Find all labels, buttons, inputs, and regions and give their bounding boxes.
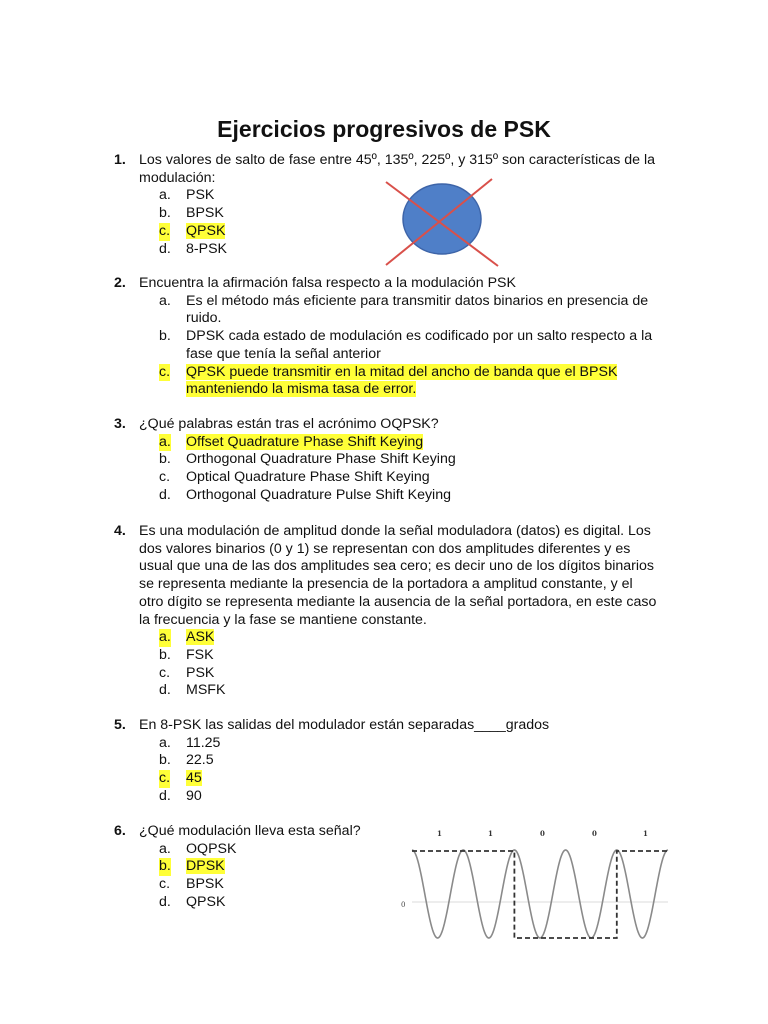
option-text: Es el método más eficiente para transmitir datos binarios en presencia de ruido.	[186, 292, 649, 327]
option-text: OQPSK	[186, 840, 237, 857]
option-letter: b.	[159, 205, 171, 222]
bit-label: 0	[592, 829, 597, 838]
option-text: DPSK cada estado de modulación es codificado por un salto respecto a la fase que tenía la señal anterior	[186, 328, 653, 362]
option-text: 90	[186, 787, 202, 804]
answer-option	[159, 434, 659, 452]
answer-option	[159, 364, 659, 399]
option-letter: a.	[159, 734, 171, 751]
option-letter: c.	[159, 469, 171, 486]
question-number: 4.	[114, 523, 126, 539]
bit-labels	[437, 829, 648, 838]
highlighted-answer-text: Offset Quadrature Phase Shift Keying	[186, 433, 424, 450]
option-letter: b.	[159, 858, 171, 875]
option-text: MSFK	[186, 682, 226, 699]
bit-label: 1	[437, 829, 442, 838]
question-number: 1.	[114, 152, 126, 168]
answer-option	[159, 788, 659, 806]
answer-option	[159, 469, 659, 487]
answer-option	[159, 328, 659, 363]
option-text: PSK	[186, 664, 215, 681]
bit-label: 0	[540, 829, 545, 838]
highlighted-answer-text: 45	[186, 770, 202, 787]
option-letter: b.	[159, 646, 171, 663]
crossed-circle-figure	[380, 174, 502, 270]
option-text: FSK	[186, 646, 214, 663]
answer-option	[159, 735, 659, 753]
option-letter: a.	[159, 840, 171, 857]
highlighted-answer-text: DPSK	[186, 858, 225, 875]
option-list	[114, 629, 659, 700]
option-text: 22.5	[186, 752, 214, 769]
option-letter: d.	[159, 240, 171, 257]
question-5	[114, 717, 659, 806]
option-letter: d.	[159, 893, 171, 910]
option-text: BPSK	[186, 876, 224, 893]
answer-option	[159, 647, 659, 665]
question-number: 6.	[114, 823, 126, 839]
option-text: BPSK	[186, 205, 224, 222]
option-letter: a.	[159, 187, 171, 204]
answer-option	[159, 451, 659, 469]
answer-option	[159, 487, 659, 505]
question-4	[114, 523, 659, 700]
answer-option	[159, 665, 659, 683]
option-letter: c.	[159, 222, 171, 239]
option-letter: d.	[159, 787, 171, 804]
answer-option	[159, 752, 659, 770]
option-letter: c.	[159, 363, 171, 380]
question-text: Encuentra la afirmación falsa respecto a la modulación PSK	[139, 275, 516, 291]
option-text: 8-PSK	[186, 240, 228, 257]
question-text: ¿Qué palabras están tras el acrónimo OQPSK?	[139, 416, 439, 432]
option-text: 11.25	[186, 734, 221, 751]
option-text: Orthogonal Quadrature Pulse Shift Keying	[186, 486, 451, 503]
signal-waveform-figure	[400, 826, 672, 944]
option-text: PSK	[186, 187, 215, 204]
question-text: En 8-PSK las salidas del modulador están separadas____grados	[139, 717, 550, 733]
option-letter: b.	[159, 752, 171, 769]
option-list	[114, 293, 659, 399]
highlighted-answer-text: QPSK	[186, 222, 226, 239]
option-letter: b.	[159, 328, 171, 345]
option-letter: c.	[159, 664, 171, 681]
question-2	[114, 275, 659, 399]
question-text: ¿Qué modulación lleva esta señal?	[139, 823, 361, 839]
option-text: Optical Quadrature Phase Shift Keying	[186, 469, 430, 486]
question-number: 3.	[114, 416, 126, 432]
option-letter: c.	[159, 770, 171, 787]
option-text: Orthogonal Quadrature Phase Shift Keying	[186, 451, 456, 468]
option-letter: b.	[159, 451, 171, 468]
question-number: 5.	[114, 717, 126, 733]
option-letter: a.	[159, 292, 171, 309]
option-letter: c.	[159, 876, 171, 893]
axis-zero-label: 0	[401, 901, 406, 909]
answer-option	[159, 293, 659, 328]
answer-option	[159, 629, 659, 647]
option-letter: d.	[159, 682, 171, 699]
option-letter: a.	[159, 433, 171, 450]
question-3	[114, 416, 659, 505]
highlighted-answer-text: ASK	[186, 629, 215, 646]
question-text: Es una modulación de amplitud donde la señal moduladora (datos) es digital. Los dos valores binarios (0 y 1) se representan con dos amplitudes diferentes y es usual que una de las dos amplitudes sea cero; es decir uno de los dígitos binarios se representa mediante la presencia de la portadora a amplitud constante, y el otro dígito se representa mediante la ausencia de la señal portadora, en este caso la frecuencia y la fase se mantiene constante.	[139, 523, 657, 628]
option-list	[114, 434, 659, 505]
bit-label: 1	[488, 829, 493, 838]
question-text: Los valores de salto de fase entre 45º, 135º, 225º, y 315º son características de la modulación:	[139, 152, 656, 186]
option-letter: a.	[159, 629, 171, 646]
carrier-wave	[412, 850, 668, 938]
page-title: Ejercicios progresivos de PSK	[217, 116, 551, 142]
option-text: QPSK	[186, 893, 226, 910]
option-list	[114, 735, 659, 806]
question-number: 2.	[114, 275, 126, 291]
option-letter: d.	[159, 486, 171, 503]
answer-option	[159, 682, 659, 700]
bit-label: 1	[643, 829, 648, 838]
highlighted-answer-text: QPSK puede transmitir en la mitad del ancho de banda que el BPSK manteniendo la misma tasa de error.	[186, 363, 618, 398]
answer-option	[159, 770, 659, 788]
